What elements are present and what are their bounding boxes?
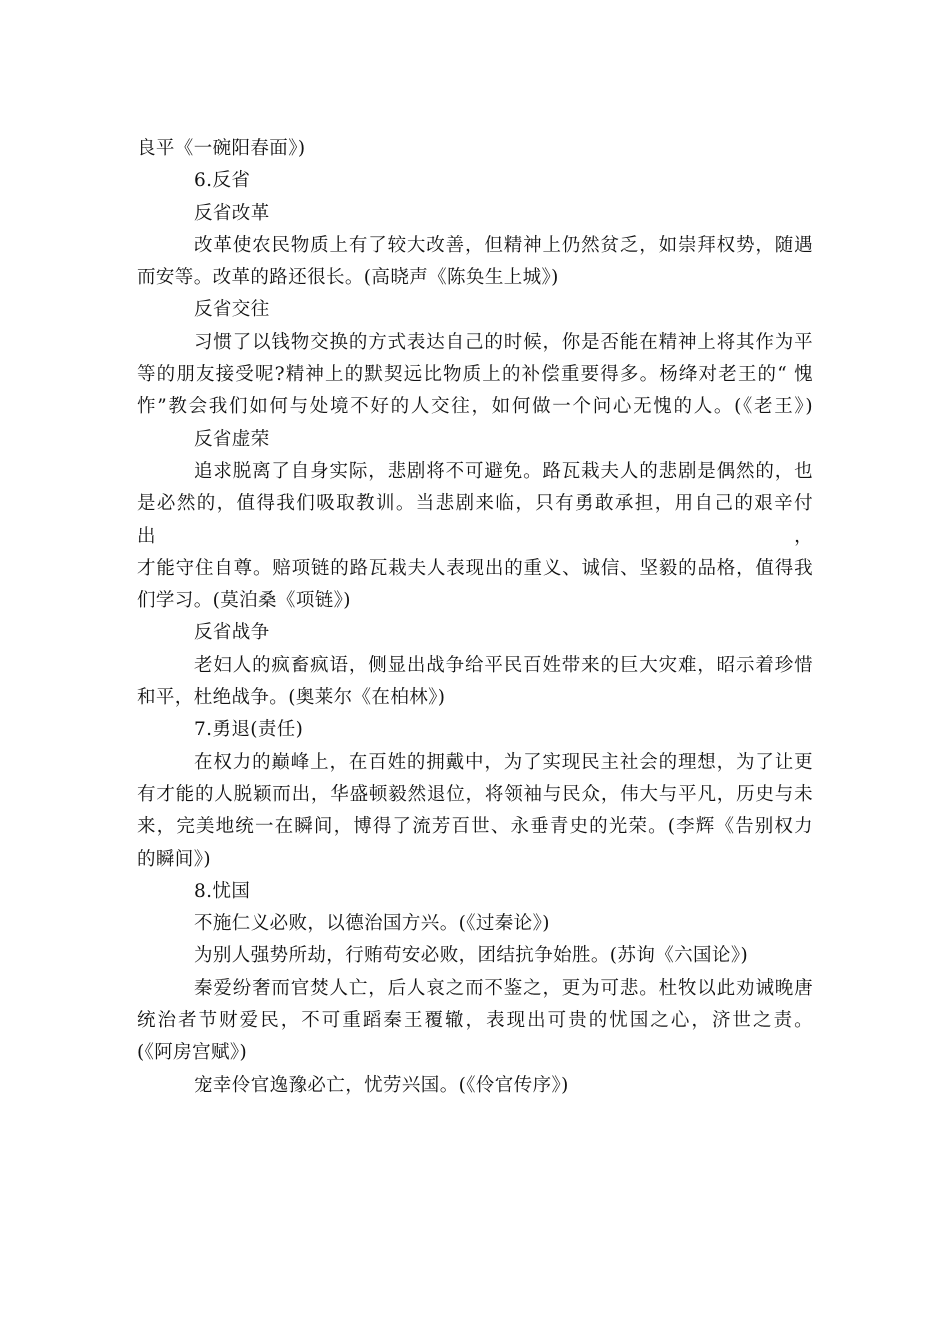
text-line: 改革使农民物质上有了较大改善，但精神上仍然贫乏，如崇拜权势，随遇 — [194, 234, 813, 256]
text-line: 习惯了以钱物交换的方式表达自己的时候，你是否能在精神上将其作为平 — [194, 331, 813, 353]
text-line: 反省战争 — [194, 622, 270, 644]
text-line: 反省虚荣 — [194, 428, 270, 450]
text-line: 的瞬间》) — [137, 848, 211, 870]
text-line: 而安等。改革的路还很长。(高晓声《陈奂生上城》) — [137, 267, 559, 289]
text-line: 统治者节财爱民，不可重蹈秦王覆辙，表现出可贵的忧国之心，济世之责。 — [137, 1010, 813, 1032]
text-line: 有才能的人脱颖而出，华盛顿毅然退位，将领袖与民众，伟大与平凡，历史与未 — [137, 783, 813, 805]
text-line: 是必然的，值得我们吸取教训。当悲剧来临，只有勇敢承担，用自己的艰辛付出， — [137, 493, 813, 547]
document-body — [137, 133, 813, 1102]
text-line: 追求脱离了自身实际，悲剧将不可避免。路瓦栽夫人的悲剧是偶然的，也 — [194, 460, 813, 482]
text-line: 良平《一碗阳春面》) — [137, 138, 306, 159]
text-line: 为别人强势所劫，行贿苟安必败，团结抗争始胜。(苏询《六国论》) — [194, 945, 749, 967]
text-line: 8.忧国 — [194, 880, 251, 902]
text-line: 才能守住自尊。赔项链的路瓦栽夫人表现出的重义、诚信、坚毅的品格，值得我 — [137, 557, 813, 579]
text-line: 宠幸伶官逸豫必亡，忧劳兴国。(《伶官传序》) — [194, 1074, 569, 1096]
text-line: 来，完美地统一在瞬间，博得了流芳百世、永垂青史的光荣。(李辉《告别权力 — [137, 816, 813, 838]
text-line: 老妇人的疯畜疯语，侧显出战争给平民百姓带来的巨大灾难，昭示着珍惜 — [194, 654, 813, 676]
text-line: 7.勇退(责任) — [194, 719, 304, 741]
text-line: 反省交往 — [194, 299, 270, 321]
text-line: 反省改革 — [194, 202, 270, 224]
text-line: 6.反省 — [194, 170, 251, 192]
text-line: 秦爱纷奢而官焚人亡，后人哀之而不鉴之，更为可悲。杜牧以此劝诫晚唐 — [194, 977, 813, 999]
text-line: 们学习。(莫泊桑《项链》) — [137, 590, 351, 612]
text-line: (《阿房宫赋》) — [137, 1042, 248, 1064]
text-line: 不施仁义必败，以德治国方兴。(《过秦论》) — [194, 913, 550, 935]
text-line: 在权力的巅峰上，在百姓的拥戴中，为了实现民主社会的理想，为了让更 — [194, 751, 813, 773]
text-line: 等的朋友接受呢?精神上的默契远比物质上的补偿重要得多。杨绛对老王的“ 愧 — [137, 364, 813, 386]
text-line: 和平，杜绝战争。(奥莱尔《在柏林》) — [137, 687, 446, 709]
text-line: 怍”教会我们如何与处境不好的人交往，如何做一个问心无愧的人。(《老王》) — [137, 396, 813, 418]
